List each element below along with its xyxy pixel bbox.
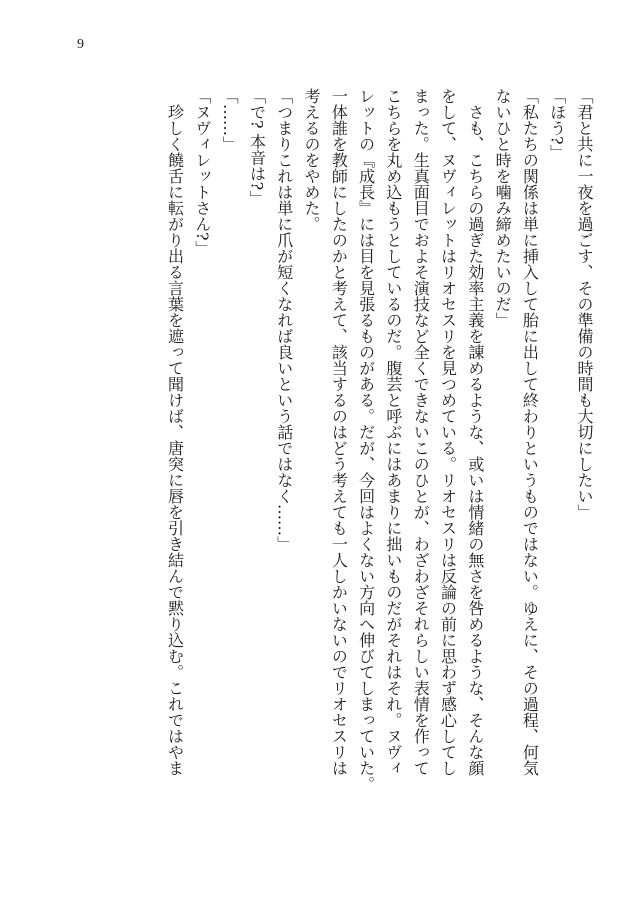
text-line: 珍しく饒舌に転がり出る言葉を遮って聞けば、唐突に唇を引き結んで黙り込む。これではやま (165, 104, 185, 776)
text-line: 考えるのをやめた。 (302, 88, 322, 232)
text-line: レットの『成長』には目を見張るものがある。だが、今回はよくない方向へ伸びてしまっていた。 (356, 88, 376, 792)
text-line: 「君と共に一夜を過ごす、その準備の時間も大切にしたい」 (575, 88, 594, 520)
text-line: 「つまりこれは単に爪が短くなれば良いという話ではなく……」 (274, 88, 294, 552)
text-line: さも、こちらの過ぎた効率主義を諌めるような、或いは情緒の無さを咎めるような、そんな顔 (465, 104, 485, 776)
text-line: 「……」 (220, 88, 240, 152)
page-number: 9 (77, 37, 84, 52)
text-line: まった。生真面目でおよそ演技など全くできないこのひとが、わざわざそれらしい表情を作って (411, 88, 431, 776)
text-line: こちらを丸め込もうとしているのだ。腹芸と呼ぶにはあまりに拙いものだがそれはそれ。ヌヴィ (383, 88, 403, 776)
text-line: ないひと時を噛み締めたいのだ」 (493, 88, 513, 328)
text-line: 「ほう?」 (547, 88, 567, 161)
vertical-text-body (78, 88, 598, 873)
text-line: 「で? 本音は?」 (247, 88, 267, 207)
text-line: 一体誰を教師にしたのかと考えて、該当するのはどう考えても一人しかいないのでリオセスリは (329, 88, 349, 776)
text-line: をして、ヌヴィレットはリオセスリを見つめている。リオセスリは反論の前に思わず感心してし (438, 88, 458, 776)
text-line: 「ヌヴィレットさん?」 (192, 88, 212, 257)
text-line: 「私たちの関係は単に挿入して胎に出して終わりというものではない。ゆえに、その過程、何気 (520, 88, 540, 776)
